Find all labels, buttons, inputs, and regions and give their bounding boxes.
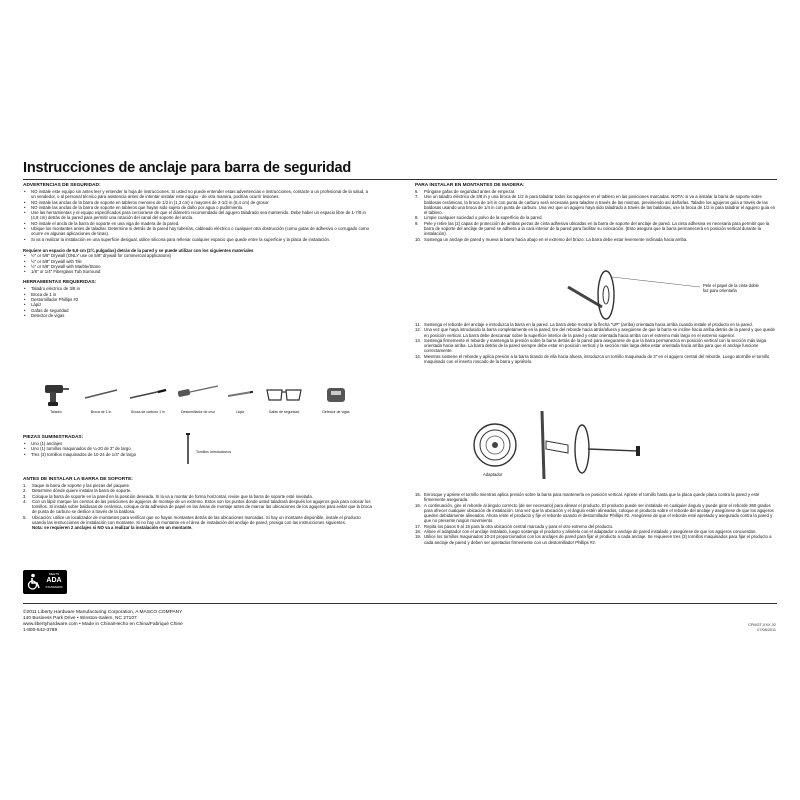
glasses-figure	[259, 380, 309, 414]
list-item: • Uno (1) anclajes	[29, 441, 193, 446]
list-item: • NO instale las anclas de la barra de soporte en tableros menores de 1/2 in (1,3 cm) o mayores de 2-1/2 in (6,4 cm) de grosor.	[29, 200, 373, 205]
drill-bit-icon	[83, 380, 119, 408]
print-date: 07/08/2011	[757, 627, 776, 632]
install-steps-b	[415, 322, 777, 364]
list-item: • Broca de 1 in	[29, 292, 373, 297]
right-column-bottom	[415, 492, 777, 545]
warnings-heading: ADVERTENCIAS DE SEGURIDAD:	[23, 183, 101, 188]
wheelchair-icon	[26, 573, 42, 591]
tool-caption: Destornillador de cruz	[180, 410, 216, 414]
list-item: • Use las herramientas y el equipo especificados para cerciorarse de que el diámetro recomendado del agujero taladrado sea mantenido. Debe haber un espacio libre de 1-7/8 in (4,8 cm) detrás de la pared para permitir una rotación del canal del soporte del ancla.	[29, 210, 373, 221]
tool-caption: Broca de carburo 1 in	[131, 410, 165, 414]
bit-figure	[81, 380, 121, 414]
step-item: 12. Una vez que haya introducido la barra completamente en la pared, tire del reborde hacia atrás/afuera y asegúrese de que la barra se incline hacia arriba detrás de la pared y que quede en posición vertical. La barra debe descansar sobre la superficie interior de la pared y estar orientada hacia arriba con el extremo más largo en el extremo superior.	[415, 327, 775, 338]
adaptor-caption: Adaptador	[483, 472, 503, 477]
adaptor-figure	[470, 420, 520, 470]
safety-glasses-icon	[264, 380, 304, 408]
right-column-mid	[415, 322, 777, 364]
step-item: 8. Limpie cualquier suciedad o polvo de la superficie de la pared.	[415, 215, 543, 221]
list-item: • Si va a realizar la instalación en una superficie desigual, utilice silicona para rellenar cualquier espacio que quede entre la superficie y la placa de instalación.	[29, 237, 373, 242]
drill-figure	[41, 380, 71, 414]
list-item: • Lápiz	[29, 302, 373, 307]
list-item: • ½" or 5/8" Drywall (ONLY use on 5/8" drywall for commercial applications)	[29, 253, 373, 258]
list-item: • Uno (1) tornillos maquinados de ¼-20 de 3" de largo	[29, 446, 193, 451]
step-item: 9. Pele y retire las (2) capas de protección de ambas piezas de cinta adhesiva ubicadas en la barra de soporte del anclaje de pared. La cinta adhesiva es necesaria para permitir que la barra de soporte del anclaje de pared se adhiera a la cara interior de la pared para facilitar su colocación. (Esto asegura que la barra permanecerá en posición vertical durante la instalación).	[415, 220, 770, 237]
list-item: • Gafas de seguridad	[29, 308, 373, 313]
footer-line: 140 Business Park Drive • Winston-Salem, NC 27107	[23, 616, 137, 621]
step-item: 5. Ubicación: utilice un localizador de montantes para verificar que no hayan montantes detrás de las ubicaciones marcadas. Si hay un montante disponible, instale el producto usando las instrucciones de instalación con montante. Si no hay un montante en el área de instalación del anclaje de pared, prosiga con las instrucciones siguientes.	[23, 514, 361, 526]
drill-icon	[42, 380, 70, 408]
step-item: 2. Determine dónde quiere instalar la barra de soporte.	[23, 488, 132, 494]
tape-caption-line: Pele el papel de la cinta doble	[703, 283, 759, 288]
anchor-tape-figure	[560, 267, 740, 321]
footer-code	[748, 623, 776, 633]
footer	[23, 610, 183, 634]
left-column	[23, 183, 373, 318]
anchor-screw-figure	[530, 405, 650, 485]
list-item: • Tres (3) tornillos maquinados de 10-24 de 1/4" de largo	[29, 452, 193, 457]
screwdriver-icon	[176, 380, 220, 408]
install-steps-c	[415, 492, 777, 545]
step-item: 11. Sostenga el reborde del anclaje e introduzca la barra en la pared. La barra debe mostrar la flecha "UP" (arriba) orientada hacia arriba cuando instale el producto en la pared.	[415, 322, 753, 327]
step-item: 16. A continuación, gire el reborde al ángulo correcto (de ser necesario) para alinear el producto. El producto puede ser instalado en cualquier ángulo y puede girar el reborde 360 grados para ofrecer cualquier ubicación de instalación. Una vez que la ubicación y el ángulo estén alineados, coloque el producto sobre el reborde del anclaje y asegúrese de que los agujeros queden debidamente alineados. Ahora retire el producto y fije el reborde usando el destornillador Phillips #2. Asegúrese de que el reborde esté apretado y asegurado contra la pared y que no presente ningún movimiento.	[415, 502, 774, 524]
list-item: • NO instale este equipo sin antes leer y entender la hoja de instrucciones. Si usted no puede entender estas advertencias e instrucciones, contacte a un profesional de la salud, a un vendedor, o al personal técnico para asistencia antes de intentar instalar este equipo - de otra manera, podrían ocurrir lesiones.	[29, 189, 373, 200]
footer-rule	[23, 603, 777, 604]
page-title: Instrucciones de anclaje para barra de seguridad	[23, 160, 352, 176]
ada-text-top: MEETS	[48, 572, 60, 576]
tool-caption: Taladro	[50, 410, 62, 414]
tape-caption	[703, 283, 759, 293]
list-item: • 1/8" or 1/4" Fiberglass Tub Surround	[29, 269, 373, 274]
footer-line: 1-800-542-3789	[23, 628, 58, 633]
tool-caption: Detector de vigas	[322, 410, 350, 414]
tools-heading: HERRAMIENTAS REQUERIDAS:	[23, 280, 97, 286]
step-item: 4. Con un lápiz marque los centros de las posiciones de agujeros de montaje de un extremo. Estos son los puntos donde usted taladrará después los agujeros guía para colocar los tornillos. Si instala sobre baldosas de cerámica, coloque cinta adhesiva de papel en las áreas de montaje antes de marcar las ubicaciones de los agujeros para evitar que la broca de punta de carburo se deslice a través de la baldosa.	[23, 498, 372, 515]
title-rule	[23, 179, 777, 180]
before-heading: ANTES DE INSTALAR LA BARRA DE SOPORTE:	[23, 477, 133, 482]
list-item: • NO instale el ancla de la barra de soporte en una viga de madera de la pared.	[29, 221, 373, 226]
carbide-bit-figure	[125, 380, 171, 414]
list-item: • NO instale las anclas de la barra de soporte en tableros que hayan sido sujeto de daño por agua o pudrimiento.	[29, 205, 373, 210]
machine-screw-icon	[184, 433, 192, 465]
step-item: 19. Utilice los tornillos maquinados 10-24 proporcionados con los anclajes de pared para fijar el producto a cada anclaje. Se requieren tres (3) tornillos maquinados para fijar el producto a cada anclaje de pared y deben ser apretados firmemente con un destornillador Phillips #2.	[415, 534, 772, 545]
footer-line: ©2011 Liberty Hardware Manufacturing Corporation, A MASCO COMPANY	[23, 610, 183, 615]
wood-studs-heading: PARA INSTALAR EN MONTANTES DE MADERA:	[415, 183, 525, 188]
screwdriver-figure	[173, 380, 223, 414]
carbide-bit-icon	[128, 380, 168, 408]
step-item: 7. Use un taladro eléctrico de 3/8 in y una broca de 1/2 in para taladrar todos los agujeros en el tablero en las posiciones marcadas. NOTA: si va a instalar la barra de soporte sobre baldosas cerámicas, la broca de 1/4 in con punta de carburo será necesaria para taladrar a través de las mismas, previniendo así dañarlas. Taladre los agujeros guía a través de las baldosas usando una broca de 1/4 in con punta de carburo. Una vez que un agujero haya sido taladrado a través de las baldosas, use la broca de 1/2 in para taladrar el agujero guía en el tablero.	[415, 194, 776, 216]
list-item: • Destornillador Phillips #2	[29, 297, 373, 302]
list-item: • ½" or 5/8" Drywall with Tile	[29, 259, 373, 264]
warnings-list	[23, 189, 373, 242]
tape-caption-line: faz para orientarla	[703, 288, 737, 293]
list-item: • Detector de vigas	[29, 313, 373, 318]
before-section	[23, 477, 373, 531]
list-item: • ½" or 5/8" Drywall with Marble/Stone	[29, 264, 373, 269]
ada-text-main: ADA	[46, 577, 62, 584]
pencil-figure	[225, 380, 255, 414]
tool-caption: Gafas de seguridad	[268, 410, 300, 414]
ada-badge	[23, 570, 67, 594]
parts-heading: PIEZAS SUMINISTRADAS:	[23, 435, 84, 440]
install-steps-a	[415, 189, 777, 242]
tools-list	[23, 286, 373, 318]
before-note: Nota: se requieren 2 anclajes si NO va a realizar la instalación en un montante.	[32, 525, 193, 531]
tool-caption: Lápiz	[235, 410, 245, 414]
list-item: • Taladro eléctrico de 3/8 in	[29, 286, 373, 291]
step-item: 15. Enrosque y apriete el tornillo mientras aplica presión sobre la barra para mantenerla en posición vertical. Apriete el tornillo hasta que la placa quede plana contra la pared y esté firmemente asegurada.	[415, 492, 760, 503]
list-item: • Ubique los montantes antes de taladrar. Determine si detrás de la pared hay tuberías, cableado eléctrico o cualquier otra obstrucción (como gotas de adhesivo o corrugado como ocurre en algunas aplicaciones de tinas).	[29, 226, 373, 237]
step-item: 14. Mientras sostiene el reborde y aplica presión a la barra tirando de ella hacia afuera, introduzca un tornillo maquinado de 3" en el agujero central del reborde. Luego atornille el tornillo maquinado con el inserto roscado de la barra y apriételo.	[415, 353, 770, 365]
step-item: 13. Sostenga firmemente el reborde y mantenga la presión sobre la barra detrás de la pared para asegurarse de que la barra permanezca en posición vertical con la sección más larga orientada hacia arriba. La barra detrás de la pared siempre debe estar en posición vertical y la sección más larga debe estar orientada hacia arriba para que el anclaje funcione correctamente.	[415, 337, 767, 354]
screw-caption: Tornillos Introductorios	[196, 450, 232, 454]
pencil-icon	[225, 380, 255, 408]
step-item: 18. Alinee el adaptador con el anclaje instalado, luego sostenga el producto y alinéelo con el adaptador o anclaje de pared instalado y asegúrese de que los agujeros concuerdan.	[415, 529, 757, 535]
tool-caption: Broca de 1 in	[90, 410, 112, 414]
product-code: CPMGT-XXX-02	[748, 623, 776, 627]
stud-finder-figure	[313, 380, 359, 414]
right-column-top	[415, 183, 777, 242]
step-item: 3. Coloque la barra de soporte en la pared en la posición deseada. Si la va a montar de forma horizontal, revise que la barra de soporte esté nivelada.	[23, 493, 313, 499]
step-item: 10. Sostenga un anclaje de pared y mueva la barra hacia abajo en el extremo del brazo. La barra debe estar levemente inclinada hacia arriba.	[415, 236, 688, 242]
ada-text-bottom: STANDARDS	[45, 585, 63, 589]
before-steps	[23, 483, 373, 525]
step-item: 17. Repita los pasos 9 al 15 para la otra ubicación central marcada y para el otro extremo del producto.	[415, 523, 614, 529]
step-item: 6. Póngase gafas de seguridad antes de empezar.	[415, 189, 516, 194]
parts-list	[23, 441, 193, 457]
requirements-list	[23, 253, 373, 274]
parts-section	[23, 435, 193, 457]
tools-illustration	[23, 380, 363, 422]
footer-line: www.libertyhardware.com • Made in China/Hecho en China/Fabriqué Chine	[23, 622, 183, 627]
stud-finder-icon	[323, 380, 349, 408]
step-item: 1. Saque la barra de soporte y las piezas del paquete.	[23, 483, 131, 488]
requirements-heading: Requiere un espacio de 6,9 cm (2¾ pulgadas) detrás de la pared y se puede utilizar con los siguientes materiales	[23, 247, 254, 253]
